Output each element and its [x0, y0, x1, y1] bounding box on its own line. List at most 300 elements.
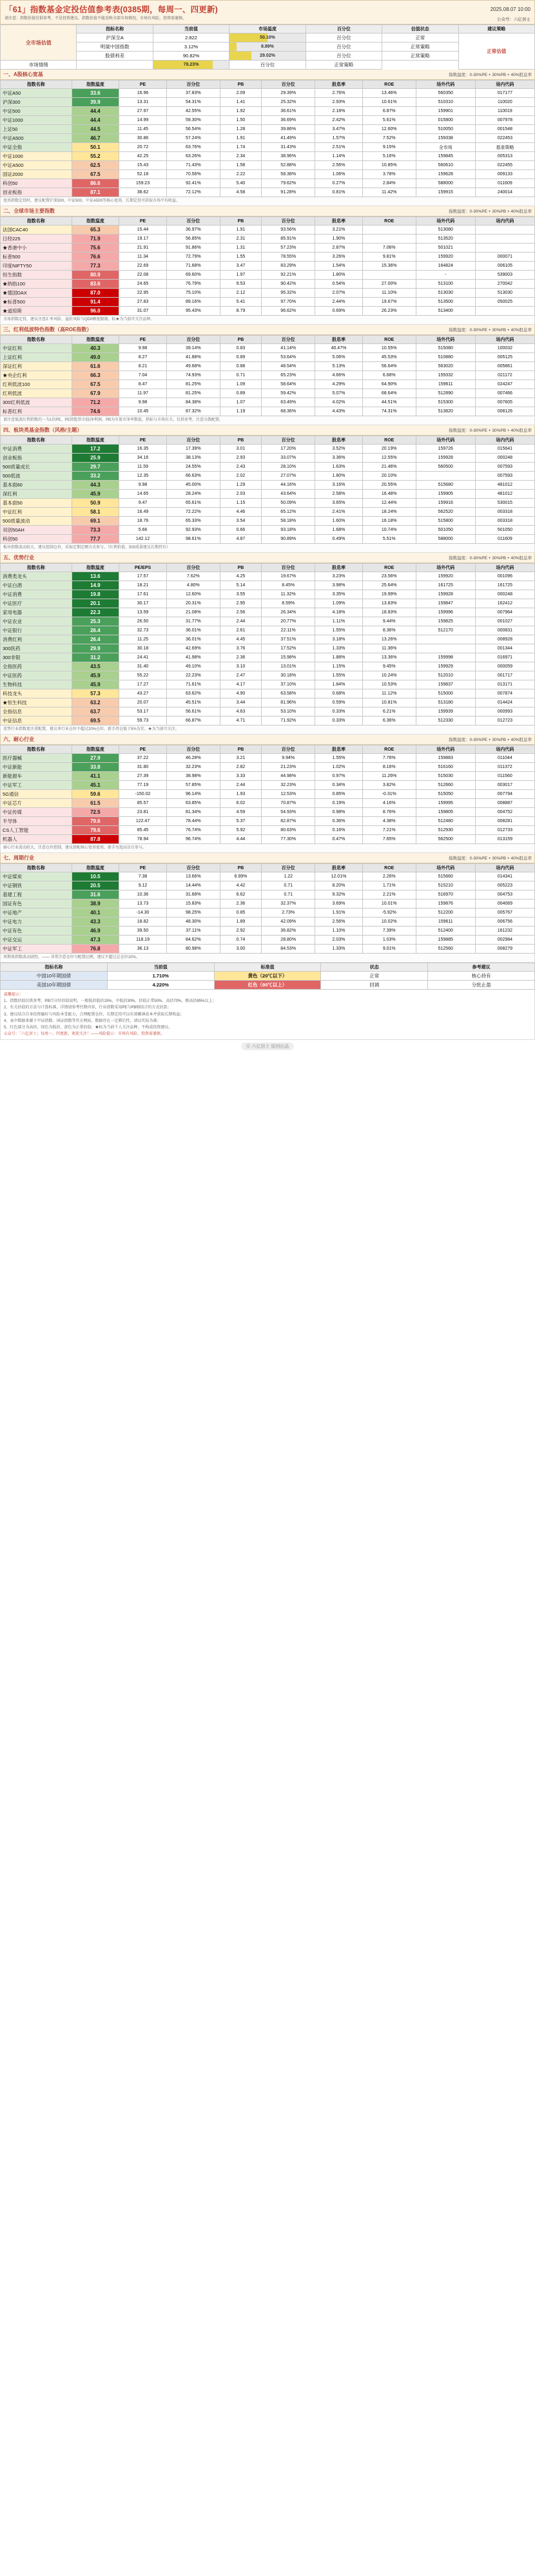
pe-percentile: 12.60%	[166, 590, 220, 599]
pb-percentile: 12.53%	[262, 790, 315, 799]
exchange-code: 007874	[475, 689, 534, 698]
table-row[interactable]	[1, 98, 535, 107]
pe-percentile: 31.77%	[166, 617, 220, 626]
table-row[interactable]	[1, 179, 535, 188]
index-name: 中证银行	[1, 626, 72, 635]
pe-value: 15.44	[119, 226, 167, 235]
pe-percentile: 57.24%	[166, 134, 220, 143]
dividend-yield: 2.07%	[315, 289, 363, 298]
dividend-yield: 1.90%	[315, 235, 363, 244]
column-header[interactable]: ROE	[362, 81, 416, 89]
column-header[interactable]: 指数名称	[1, 745, 72, 754]
table-row[interactable]	[1, 280, 535, 289]
column-header[interactable]: 百分位	[262, 864, 315, 872]
dividend-yield: 2.18%	[315, 107, 363, 116]
table-row[interactable]	[1, 689, 535, 698]
table-row[interactable]	[1, 790, 535, 799]
column-header[interactable]: PB	[220, 81, 261, 89]
table-row[interactable]	[1, 662, 535, 671]
column-header[interactable]: 指数温度	[72, 864, 119, 872]
table-row[interactable]	[1, 945, 535, 954]
pe-percentile: 63.26%	[166, 152, 220, 161]
roe-value: 10.55%	[362, 344, 416, 353]
pb-value: 3.54	[220, 517, 261, 526]
otc-code: 512400	[416, 927, 475, 936]
market-indicator-value	[77, 61, 153, 70]
table-row[interactable]	[1, 817, 535, 826]
table-row[interactable]	[1, 107, 535, 116]
pe-percentile: 56.85%	[166, 235, 220, 244]
column-header[interactable]: 百分位	[166, 81, 220, 89]
otc-code: 515000	[416, 689, 475, 698]
column-header[interactable]: 场内代码	[475, 436, 534, 445]
index-temperature: 47.3	[72, 936, 119, 945]
table-row[interactable]	[1, 644, 535, 653]
table-row[interactable]	[1, 244, 535, 253]
column-header[interactable]: 指数温度	[72, 81, 119, 89]
index-name: 300非银	[1, 653, 72, 662]
exchange-code: 008126	[475, 407, 534, 416]
table-row[interactable]	[1, 808, 535, 817]
table-global	[0, 216, 535, 316]
column-header[interactable]: PB	[220, 564, 261, 572]
otc-code: 159920	[416, 253, 475, 262]
column-header[interactable]: PB	[220, 436, 261, 445]
pe-value: 31.40	[119, 662, 167, 671]
column-header[interactable]: ROE	[362, 436, 416, 445]
exchange-code: 005313	[475, 152, 534, 161]
pb-value: 4.17	[220, 680, 261, 689]
table-row[interactable]	[1, 289, 535, 298]
table-row[interactable]	[1, 671, 535, 680]
market-percentile: 百分位	[306, 52, 382, 61]
bond-state: 回调	[321, 981, 428, 990]
table-row[interactable]	[1, 445, 535, 454]
section-header-cyclical	[0, 853, 535, 863]
table-row[interactable]	[1, 617, 535, 626]
column-header[interactable]: 指数温度	[72, 745, 119, 754]
column-header[interactable]: ROE	[362, 745, 416, 754]
dividend-yield: 5.07%	[315, 389, 363, 398]
index-name: 全指医药	[1, 662, 72, 671]
column-header[interactable]: PE	[119, 217, 167, 226]
table-row[interactable]	[1, 908, 535, 918]
section-note-industry: 优势行业指数更注重配置，建议单行业仓位不超过20%仓位，新手持仓低于5%为宜。★为当前可关注。	[0, 726, 535, 735]
table-row[interactable]	[1, 608, 535, 617]
pe-value: 38.62	[119, 188, 167, 197]
pb-value: 3.47	[220, 262, 261, 271]
index-name: ★香港中小	[1, 244, 72, 253]
pb-value: 1.28	[220, 125, 261, 134]
table-row[interactable]	[1, 116, 535, 125]
pb-value: 2.61	[220, 626, 261, 635]
column-header[interactable]: PE	[119, 81, 167, 89]
bond-col-header: 参考建议	[428, 963, 535, 972]
column-header[interactable]: 股息率	[315, 745, 363, 754]
table-row[interactable]	[1, 872, 535, 881]
column-header[interactable]: 指数名称	[1, 217, 72, 226]
section-note-global: 全球指数定投，建议注意汇率风险、溢价风险与QDII额度限制，标★为当前可关注品种。	[0, 316, 535, 325]
column-header[interactable]: 百分位	[262, 217, 315, 226]
index-name: ★央企红利	[1, 371, 72, 380]
index-temperature: 75.6	[72, 244, 119, 253]
column-header[interactable]: 百分位	[262, 564, 315, 572]
table-row[interactable]	[1, 353, 535, 362]
dividend-yield: 3.47%	[315, 125, 363, 134]
pb-value: 3.10	[220, 662, 261, 671]
column-header[interactable]: 百分位	[166, 745, 220, 754]
exchange-code: 007978	[475, 116, 534, 125]
column-header[interactable]: 百分位	[166, 336, 220, 344]
table-row[interactable]	[1, 389, 535, 398]
column-header[interactable]: 场内代码	[475, 336, 534, 344]
table-row[interactable]	[1, 188, 535, 197]
dividend-yield: 0.34%	[315, 781, 363, 790]
pb-value: 0.83	[220, 344, 261, 353]
table-row[interactable]	[1, 125, 535, 134]
dividend-yield: 2.44%	[315, 298, 363, 307]
table-row[interactable]	[1, 517, 535, 526]
pb-value: 1.50	[220, 116, 261, 125]
roe-value: 23.56%	[362, 572, 416, 581]
bond-row	[1, 981, 535, 990]
column-header[interactable]: PB	[220, 864, 261, 872]
column-header[interactable]: 场内代码	[475, 564, 534, 572]
otc-code: 159611	[416, 380, 475, 389]
pb-value: 4.63	[220, 707, 261, 716]
table-row[interactable]	[1, 590, 535, 599]
table-row[interactable]	[1, 143, 535, 152]
dividend-yield: 3.35%	[315, 590, 363, 599]
pe-value: 16.96	[119, 89, 167, 98]
pe-value: 20.72	[119, 143, 167, 152]
roe-value: 3.78%	[362, 170, 416, 179]
dividend-yield: 2.03%	[315, 936, 363, 945]
exchange-code: 003017	[475, 781, 534, 790]
column-header[interactable]: 场内代码	[475, 217, 534, 226]
column-header[interactable]: 股息率	[315, 336, 363, 344]
roe-value: 7.65%	[362, 835, 416, 844]
page-title: 「61」指数基金定投估值参考表(0385期，每周一、四更新)	[5, 5, 219, 14]
column-header[interactable]: 股息率	[315, 564, 363, 572]
pe-value: 159.23	[119, 179, 167, 188]
table-row[interactable]	[1, 490, 535, 499]
table-row[interactable]	[1, 454, 535, 463]
pb-percentile: 91.28%	[262, 188, 315, 197]
column-header[interactable]: 指数温度	[72, 436, 119, 445]
column-header[interactable]: 指数名称	[1, 864, 72, 872]
otc-code: 513080	[416, 226, 475, 235]
otc-code: 512890	[416, 389, 475, 398]
pe-percentile: 39.14%	[166, 344, 220, 353]
pe-value: 27.83	[119, 298, 167, 307]
table-row[interactable]	[1, 826, 535, 835]
pb-value: 6.62	[220, 890, 261, 899]
index-temperature: 66.3	[72, 371, 119, 380]
column-header[interactable]: PE	[119, 745, 167, 754]
index-name: 基建工程	[1, 890, 72, 899]
index-temperature: 44.5	[72, 125, 119, 134]
table-row[interactable]	[1, 799, 535, 808]
table-row[interactable]	[1, 653, 535, 662]
column-header[interactable]: 指数名称	[1, 436, 72, 445]
table-row[interactable]	[1, 508, 535, 517]
pb-value: 0.89	[220, 353, 261, 362]
column-header[interactable]: 百分位	[166, 864, 220, 872]
table-row[interactable]	[1, 754, 535, 763]
table-row[interactable]	[1, 161, 535, 170]
column-header[interactable]: 指数温度	[72, 336, 119, 344]
roe-value: 68.64%	[362, 389, 416, 398]
table-row[interactable]	[1, 481, 535, 490]
table-strategy	[0, 745, 535, 844]
column-header[interactable]: ROE	[362, 864, 416, 872]
table-row[interactable]	[1, 226, 535, 235]
column-header[interactable]: PE	[119, 336, 167, 344]
pe-value: 19.17	[119, 235, 167, 244]
column-header[interactable]: 指数名称	[1, 336, 72, 344]
bond-advice: 分批止盈	[428, 981, 535, 990]
column-header[interactable]: 场内代码	[475, 81, 534, 89]
dividend-yield: 1.09%	[315, 599, 363, 608]
exchange-code: 012733	[475, 826, 534, 835]
column-header[interactable]: 百分位	[166, 217, 220, 226]
table-header-row	[1, 436, 535, 445]
column-header[interactable]: PB	[220, 217, 261, 226]
exchange-code: 481012	[475, 490, 534, 499]
exchange-code: 110020	[475, 98, 534, 107]
pb-value: 9.53	[220, 280, 261, 289]
pe-percentile: 38.13%	[166, 454, 220, 463]
pe-percentile: 45.00%	[166, 481, 220, 490]
section-subtitle: 指数温度：0-30%PE + 30%PB + 40%股息率	[449, 328, 532, 332]
pe-value: 118.19	[119, 936, 167, 945]
table-row[interactable]	[1, 472, 535, 481]
column-header[interactable]: 场外代码	[416, 564, 475, 572]
table-row[interactable]	[1, 581, 535, 590]
table-header-row	[1, 336, 535, 344]
table-row[interactable]	[1, 716, 535, 726]
footer-note-item: 1、指数估值仅供参考，PB百分位估值说明，一般低估低估15%，中低估30%，估值正常50%，高估70%，极高估85%以上；	[4, 999, 217, 1004]
exchange-code: 024247	[475, 380, 534, 389]
otc-code: 513030	[416, 289, 475, 298]
table-industry	[0, 563, 535, 726]
table-row[interactable]	[1, 890, 535, 899]
table-row[interactable]	[1, 626, 535, 635]
table-row[interactable]	[1, 371, 535, 380]
column-header[interactable]: PE/EPS	[119, 564, 167, 572]
table-row[interactable]	[1, 781, 535, 790]
table-row[interactable]	[1, 262, 535, 271]
roe-value: 11.26%	[362, 772, 416, 781]
column-header[interactable]: 指数名称	[1, 564, 72, 572]
dividend-yield: 0.19%	[315, 799, 363, 808]
table-row[interactable]	[1, 772, 535, 781]
table-row[interactable]	[1, 835, 535, 844]
column-header[interactable]: 指数温度	[72, 217, 119, 226]
column-header[interactable]: 百分位	[262, 745, 315, 754]
market-row	[1, 61, 535, 70]
table-row[interactable]	[1, 918, 535, 927]
market-state: 正常策略	[382, 52, 458, 61]
otc-code: 515800	[416, 517, 475, 526]
column-header[interactable]: PE	[119, 864, 167, 872]
table-row[interactable]	[1, 152, 535, 161]
pb-value: 0.88	[220, 362, 261, 371]
column-header[interactable]: 百分位	[166, 436, 220, 445]
column-header[interactable]: 百分位	[262, 336, 315, 344]
index-temperature: 61.5	[72, 799, 119, 808]
index-temperature: 61.6	[72, 362, 119, 371]
table-row[interactable]	[1, 463, 535, 472]
otc-code: 159996	[416, 608, 475, 617]
pe-value: 52.18	[119, 170, 167, 179]
table-row[interactable]	[1, 499, 535, 508]
column-header[interactable]: 场外代码	[416, 436, 475, 445]
pe-value: 22.08	[119, 271, 167, 280]
table-row[interactable]	[1, 927, 535, 936]
column-header[interactable]: 场外代码	[416, 864, 475, 872]
pe-value: 11.97	[119, 389, 167, 398]
pb-percentile: 15.98%	[262, 653, 315, 662]
column-header[interactable]: ROE	[362, 336, 416, 344]
column-header[interactable]: 百分位	[166, 564, 220, 572]
pe-percentile: 91.86%	[166, 244, 220, 253]
index-name: 消费类龙头	[1, 572, 72, 581]
column-header[interactable]: 场外代码	[416, 81, 475, 89]
otc-code: 159338	[416, 134, 475, 143]
column-header[interactable]: PB	[220, 336, 261, 344]
column-header[interactable]: 场内代码	[475, 864, 534, 872]
column-header[interactable]: 场外代码	[416, 336, 475, 344]
column-header[interactable]: 股息率	[315, 864, 363, 872]
roe-value: 11.12%	[362, 689, 416, 698]
otc-code: 159928	[416, 590, 475, 599]
pb-percentile: 63.58%	[262, 689, 315, 698]
exchange-code: 007593	[475, 472, 534, 481]
otc-code: 512010	[416, 671, 475, 680]
pb-percentile: 29.39%	[262, 89, 315, 98]
market-indicator-value: 3.12%	[153, 43, 229, 52]
pb-value: 2.09	[220, 89, 261, 98]
pb-value: 5.14	[220, 581, 261, 590]
pe-percentile: 36.97%	[166, 226, 220, 235]
pe-percentile: 80.98%	[166, 945, 220, 954]
table-row[interactable]	[1, 599, 535, 608]
column-header[interactable]: PE	[119, 436, 167, 445]
exchange-code: 017177	[475, 89, 534, 98]
index-name: 半导体	[1, 817, 72, 826]
column-header[interactable]: 股息率	[315, 436, 363, 445]
pe-value: -14.30	[119, 908, 167, 918]
footer-note-title: 温馨提示：	[4, 993, 24, 997]
dividend-yield: 0.85%	[315, 790, 363, 799]
otc-code: 159915	[416, 188, 475, 197]
column-header[interactable]: 指数温度	[72, 564, 119, 572]
table-row[interactable]	[1, 707, 535, 716]
index-name: 500低波	[1, 472, 72, 481]
table-row[interactable]	[1, 535, 535, 544]
table-row[interactable]	[1, 344, 535, 353]
index-name: ★道琼斯	[1, 307, 72, 316]
pb-percentile: 96.62%	[262, 307, 315, 316]
index-temperature: 26.4	[72, 635, 119, 644]
pe-value: 22.95	[119, 289, 167, 298]
table-row[interactable]	[1, 298, 535, 307]
pb-percentile: 57.23%	[262, 244, 315, 253]
table-row[interactable]	[1, 572, 535, 581]
table-row[interactable]	[1, 899, 535, 908]
pb-value: 2.92	[220, 927, 261, 936]
table-row[interactable]	[1, 881, 535, 890]
table-row[interactable]	[1, 680, 535, 689]
table-row[interactable]	[1, 407, 535, 416]
table-row[interactable]	[1, 380, 535, 389]
column-header[interactable]: 场外代码	[416, 745, 475, 754]
pb-value: 4.46	[220, 508, 261, 517]
roe-value: 9.81%	[362, 253, 416, 262]
pe-value: 34.16	[119, 454, 167, 463]
otc-code: 510050	[416, 125, 475, 134]
column-header[interactable]: PB	[220, 745, 261, 754]
table-row[interactable]	[1, 134, 535, 143]
table-row[interactable]	[1, 89, 535, 98]
column-header[interactable]: ROE	[362, 564, 416, 572]
roe-value: 44.51%	[362, 398, 416, 407]
column-header[interactable]: 股息率	[315, 81, 363, 89]
pe-percentile: 76.74%	[166, 826, 220, 835]
footer-notes	[0, 990, 535, 1040]
table-row[interactable]	[1, 362, 535, 371]
roe-value: 18.24%	[362, 508, 416, 517]
column-header[interactable]: 场内代码	[475, 745, 534, 754]
table-row[interactable]	[1, 398, 535, 407]
table-row[interactable]	[1, 170, 535, 179]
bond-state: 正常	[321, 972, 428, 981]
table-row[interactable]	[1, 271, 535, 280]
table-row[interactable]	[1, 763, 535, 772]
table-row[interactable]	[1, 307, 535, 316]
pe-percentile: 36.01%	[166, 626, 220, 635]
table-row[interactable]	[1, 698, 535, 707]
index-name: 中证红利	[1, 508, 72, 517]
table-row[interactable]	[1, 235, 535, 244]
column-header[interactable]: 股息率	[315, 217, 363, 226]
index-temperature: 77.3	[72, 262, 119, 271]
pb-value: 3.55	[220, 590, 261, 599]
roe-value: 2.21%	[362, 890, 416, 899]
pb-percentile: 36.69%	[262, 116, 315, 125]
column-header[interactable]: 百分位	[262, 436, 315, 445]
table-row[interactable]	[1, 253, 535, 262]
column-header[interactable]: ROE	[362, 217, 416, 226]
index-temperature: 45.9	[72, 680, 119, 689]
table-row[interactable]	[1, 526, 535, 535]
otc-code: 513820	[416, 407, 475, 416]
table-row[interactable]	[1, 635, 535, 644]
otc-code: 159901	[416, 107, 475, 116]
table-row[interactable]	[1, 936, 535, 945]
exchange-code: 513030	[475, 289, 534, 298]
column-header[interactable]: 场外代码	[416, 217, 475, 226]
pb-value: 0.74	[220, 936, 261, 945]
column-header[interactable]: 百分位	[262, 81, 315, 89]
bond-table	[0, 963, 535, 990]
pe-value: 24.41	[119, 653, 167, 662]
column-header[interactable]: 指数名称	[1, 81, 72, 89]
otc-code: 159726	[416, 445, 475, 454]
index-name: 消费红利	[1, 635, 72, 644]
